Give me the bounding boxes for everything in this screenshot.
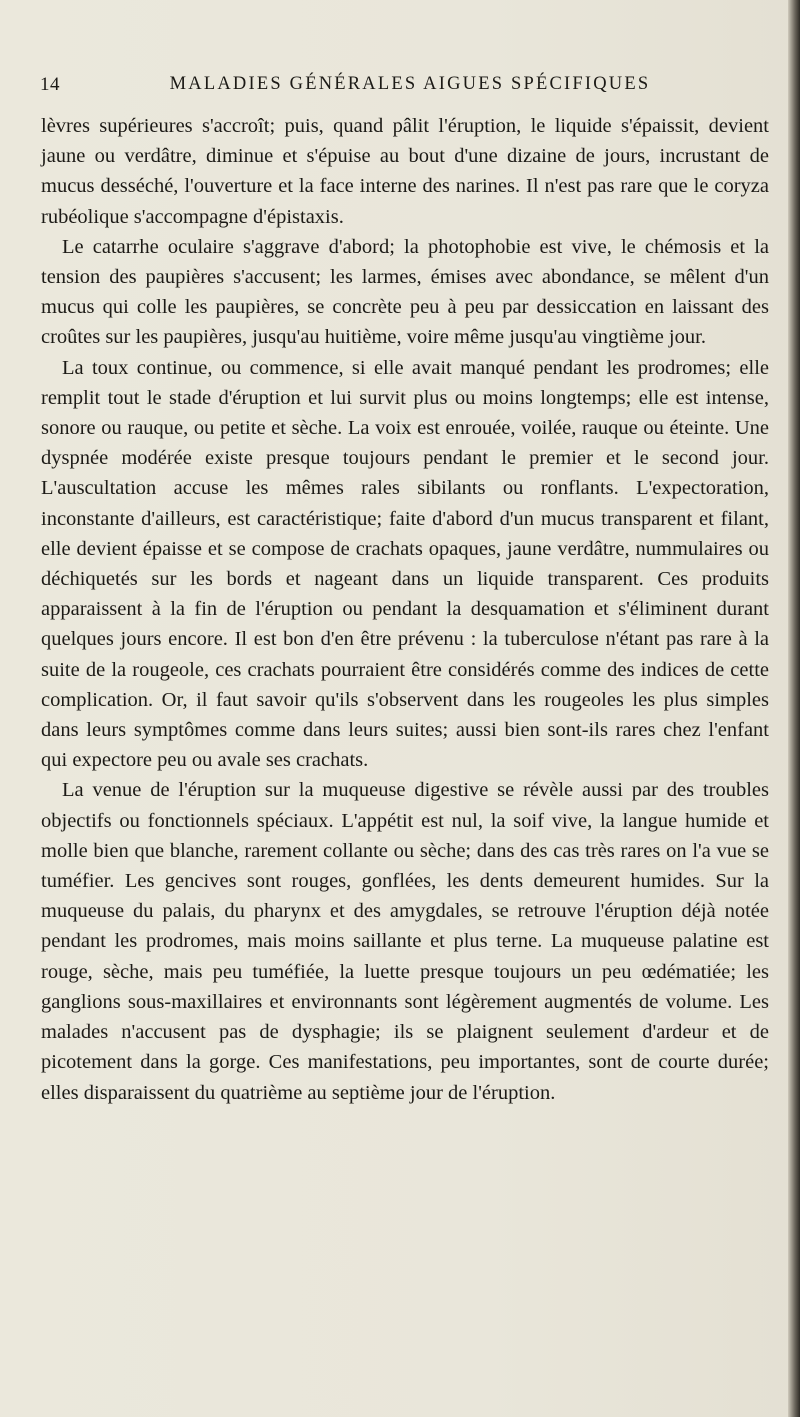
paragraph-coryza: lèvres supérieures s'accroît; puis, quand pâlit l'éruption, le liquide s'épaissit, devient jaune ou verdâtre, diminue et s'épuise au bout d'une dizaine de jours, incrustant de mucus desséché, l'ouverture et la face interne des narines. Il n'est pas rare que le coryza rubéolique s'accompagne d'épistaxis. xyxy=(41,115,769,228)
page-header xyxy=(40,74,770,102)
paragraph-ocular-catarrh: Le catarrhe oculaire s'aggrave d'abord; la photophobie est vive, le chémosis et la tension des paupières s'accusent; les larmes, émises avec abondance, se mêlent d'un mucus qui colle les paupières, se concrète peu à peu par dessiccation en laissant des croûtes sur les paupières, jusqu'au huitième, voire même jusqu'au vingtième jour. xyxy=(41,235,769,349)
body-text xyxy=(41,111,769,1108)
running-title: MALADIES GÉNÉRALES AIGUES SPÉCIFIQUES xyxy=(169,74,651,94)
paragraph-cough: La toux continue, ou commence, si elle avait manqué pendant les prodromes; elle remplit tout le stade d'éruption et lui survit plus ou moins longtemps; elle est intense, sonore ou rauque, ou petite et sèche. La voix est enrouée, voilée, rauque ou éteinte. Une dyspnée modérée existe presque toujours pendant le premier et le second jour. L'auscultation accuse les mêmes rales sibilants ou ronflants. L'expectoration, inconstante d'ailleurs, est caractéristique; faite d'abord d'un mucus transparent et filant, elle devient épaisse et se compose de crachats opaques, jaune verdâtre, nummulaires ou déchiquetés sur les bords et nageant dans un liquide transparent. Ces produits apparaissent à la fin de l'éruption ou pendant la desquamation et s'éliminent durant quelques jours encore. Il est bon d'en être prévenu : la tuberculose n'étant pas rare à la suite de la rougeole, ces crachats pourraient être considérés comme des indices de cette complication. Or, il faut savoir qu'ils s'observent dans les rougeoles les plus simples dans leurs symptômes comme dans leurs suites; aussi bien sont-ils rares chez l'enfant qui expectore peu ou avale ses crachats. xyxy=(41,356,769,772)
paragraph-digestive-mucosa: La venue de l'éruption sur la muqueuse digestive se révèle aussi par des troubles objectifs ou fonctionnels spéciaux. L'appétit est nul, la soif vive, la langue humide et molle bien que blanche, rarement collante ou sèche; dans des cas très rares on l'a vue se tuméfier. Les gencives sont rouges, gonflées, les dents demeurent humides. Sur la muqueuse du palais, du pharynx et des amygdales, se retrouve l'éruption déjà notée pendant les prodromes, mais moins saillante et plus terne. La muqueuse palatine est rouge, sèche, mais peu tuméfiée, la luette presque toujours un peu œdématiée; les ganglions sous-maxillaires et environnants sont légèrement augmentés de volume. Les malades n'accusent pas de dysphagie; ils se plaignent seulement d'ardeur et de picotement dans la gorge. Ces manifestations, peu importantes, sont de courte durée; elles disparaissent du quatrième au septième jour de l'éruption. xyxy=(41,779,769,1104)
page-edge-shadow xyxy=(788,0,800,1417)
page-number: 14 xyxy=(40,74,60,95)
